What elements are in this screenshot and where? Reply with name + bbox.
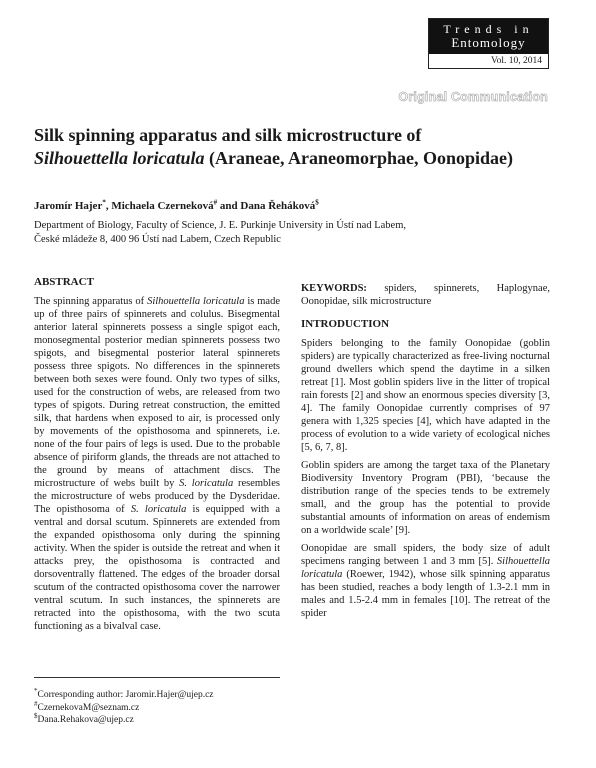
abstract-text-segment: The spinning apparatus of — [34, 296, 148, 307]
title-part2: (Araneae, Araneomorphae, Oonopidae) — [209, 148, 514, 168]
footnote-email — [34, 711, 284, 727]
intro-text-segment: Oonopidae are small spiders, the body size of adult specimens ranging between 1 and 3 mm [5]. — [301, 543, 550, 567]
affiliation-line2: České mládeže 8, 400 96 Ústí nad Labem, Czech Republic — [34, 234, 281, 245]
author-list — [34, 200, 319, 212]
author-name: Jaromír Hajer — [34, 200, 103, 212]
abstract-text — [34, 295, 280, 633]
journal-name — [429, 19, 548, 54]
affiliation — [34, 219, 564, 247]
abstract-text-segment: is made up of three pairs of spinnerets and colulus. Bisegmental anterior lateral spinnerets possess a single spigot each, monosegmental posterior median spinnerets possess two spigots, and bisegmental posterior lateral spinnerets possess three spigots. No differences in the spinnerets between both sexes were found. Only two types of silks, used for the construction of webs, are released from two types of spigots. During retreat construction, the emitted silk, that hardens when exposed to air, is processed only by movements of the opisthosoma and spinnerets, i.e. none of the four pairs of legs is used. Due to the probable absence of piriform glands, the threads are not attached to the ground by means of attachment discs. The microstructure of webs built by — [34, 296, 280, 489]
species-name: S. loricatula — [130, 504, 187, 515]
abstract-text-segment: resembles the microstructure of webs produced by the Dysderidae. The opisthosoma of — [34, 478, 280, 515]
abstract-text-segment: is equipped with a ventral and dorsal scutum. Spinnerets are extended from the expanded opisthosoma only during the spinning activity. When the spider is outside the retreat and when it attacks prey, the opisthosoma is contracted and dorsoventrally flattened. The edges of the broader dorsal scutum of the contracted opisthosoma cover the narrower ventral scutum. In such instances, the spinnerets are retracted into the opisthosoma, with the two scuta functioning as a bivalval case. — [34, 504, 281, 632]
affiliation-line1: Department of Biology, Faculty of Science, J. E. Purkinje University in Ústí nad Labem, — [34, 220, 406, 231]
keywords-label: KEYWORDS: — [301, 283, 367, 294]
author-separator: and — [217, 200, 241, 212]
species-name: S. loricatula — [179, 478, 234, 489]
author-mark: # — [213, 198, 218, 207]
keywords-text: spiders, spinnerets, Haplogynae, Oonopidae, silk microstructure — [301, 283, 550, 307]
introduction-heading: INTRODUCTION — [301, 318, 390, 330]
abstract-heading: ABSTRACT — [34, 276, 94, 288]
journal-name-line1: Trends in — [443, 22, 534, 36]
intro-text-segment: (Roewer, 1942), whose silk spinning apparatus has been studied, reaches a body length of 1.3-2.1 mm in males and 1.5-2.4 mm in females [10]. The retreat of the spider — [301, 569, 550, 619]
footnote-mark: # — [34, 699, 38, 708]
footnotes — [34, 686, 284, 727]
footnote-divider — [34, 677, 280, 678]
intro-paragraph: Spiders belonging to the family Oonopidae (goblin spiders) are typically characterized as free-living nocturnal ground dwellers which spend the daytime in a silken retreat [1]. Most goblin spiders live in the litter of tropical rain forests [2] and show an enormous species diversity [3, 4]. The family Oonopidae currently comprises of 97 genera with 1,325 species [4], which have adapted in the process of evolution to a wide variety of ecological niches [5, 6, 7, 8]. — [301, 338, 550, 453]
journal-badge — [428, 18, 549, 69]
footnote-text: CzernekovaM@seznam.cz — [37, 702, 140, 713]
intro-paragraph: Goblin spiders are among the target taxa of the Planetary Biodiversity Inventory Program (PBI), ‘because the distribution range of the species tends to be extremely small, and the group has the potential to provide substantial amounts of information on areas of endemism on a worldwide scale’ [9]. — [301, 460, 550, 536]
author-name: Dana Řeháková — [240, 200, 316, 212]
section-label: Original Communication — [398, 90, 548, 104]
paper-title — [34, 124, 554, 170]
footnote-mark: $ — [34, 711, 38, 720]
footnote-corresponding — [34, 686, 284, 702]
keywords — [301, 282, 550, 308]
footnote-mark: * — [34, 686, 38, 695]
title-part1: Silk spinning apparatus and silk microstructure of — [34, 125, 422, 145]
author-mark: $ — [315, 198, 319, 207]
intro-paragraph — [301, 542, 550, 620]
species-name: Silhouettella loricatula — [147, 296, 245, 307]
journal-volume: Vol. 10, 2014 — [490, 56, 542, 66]
title-species: Silhouettella loricatula — [34, 148, 205, 168]
right-column — [301, 276, 550, 625]
footnote-text: Dana.Rehakova@ujep.cz — [37, 715, 134, 725]
author-separator: , — [105, 200, 112, 212]
species-name: Silhouettella loricatula — [301, 556, 550, 580]
author-mark: * — [102, 198, 106, 207]
footnote-email — [34, 699, 284, 715]
left-column — [34, 276, 280, 638]
footnote-text: Corresponding author: Jaromir.Hajer@ujep.cz — [37, 690, 214, 700]
journal-name-line2: Entomology — [451, 35, 526, 50]
author-name: Michaela Czerneková — [111, 200, 214, 212]
